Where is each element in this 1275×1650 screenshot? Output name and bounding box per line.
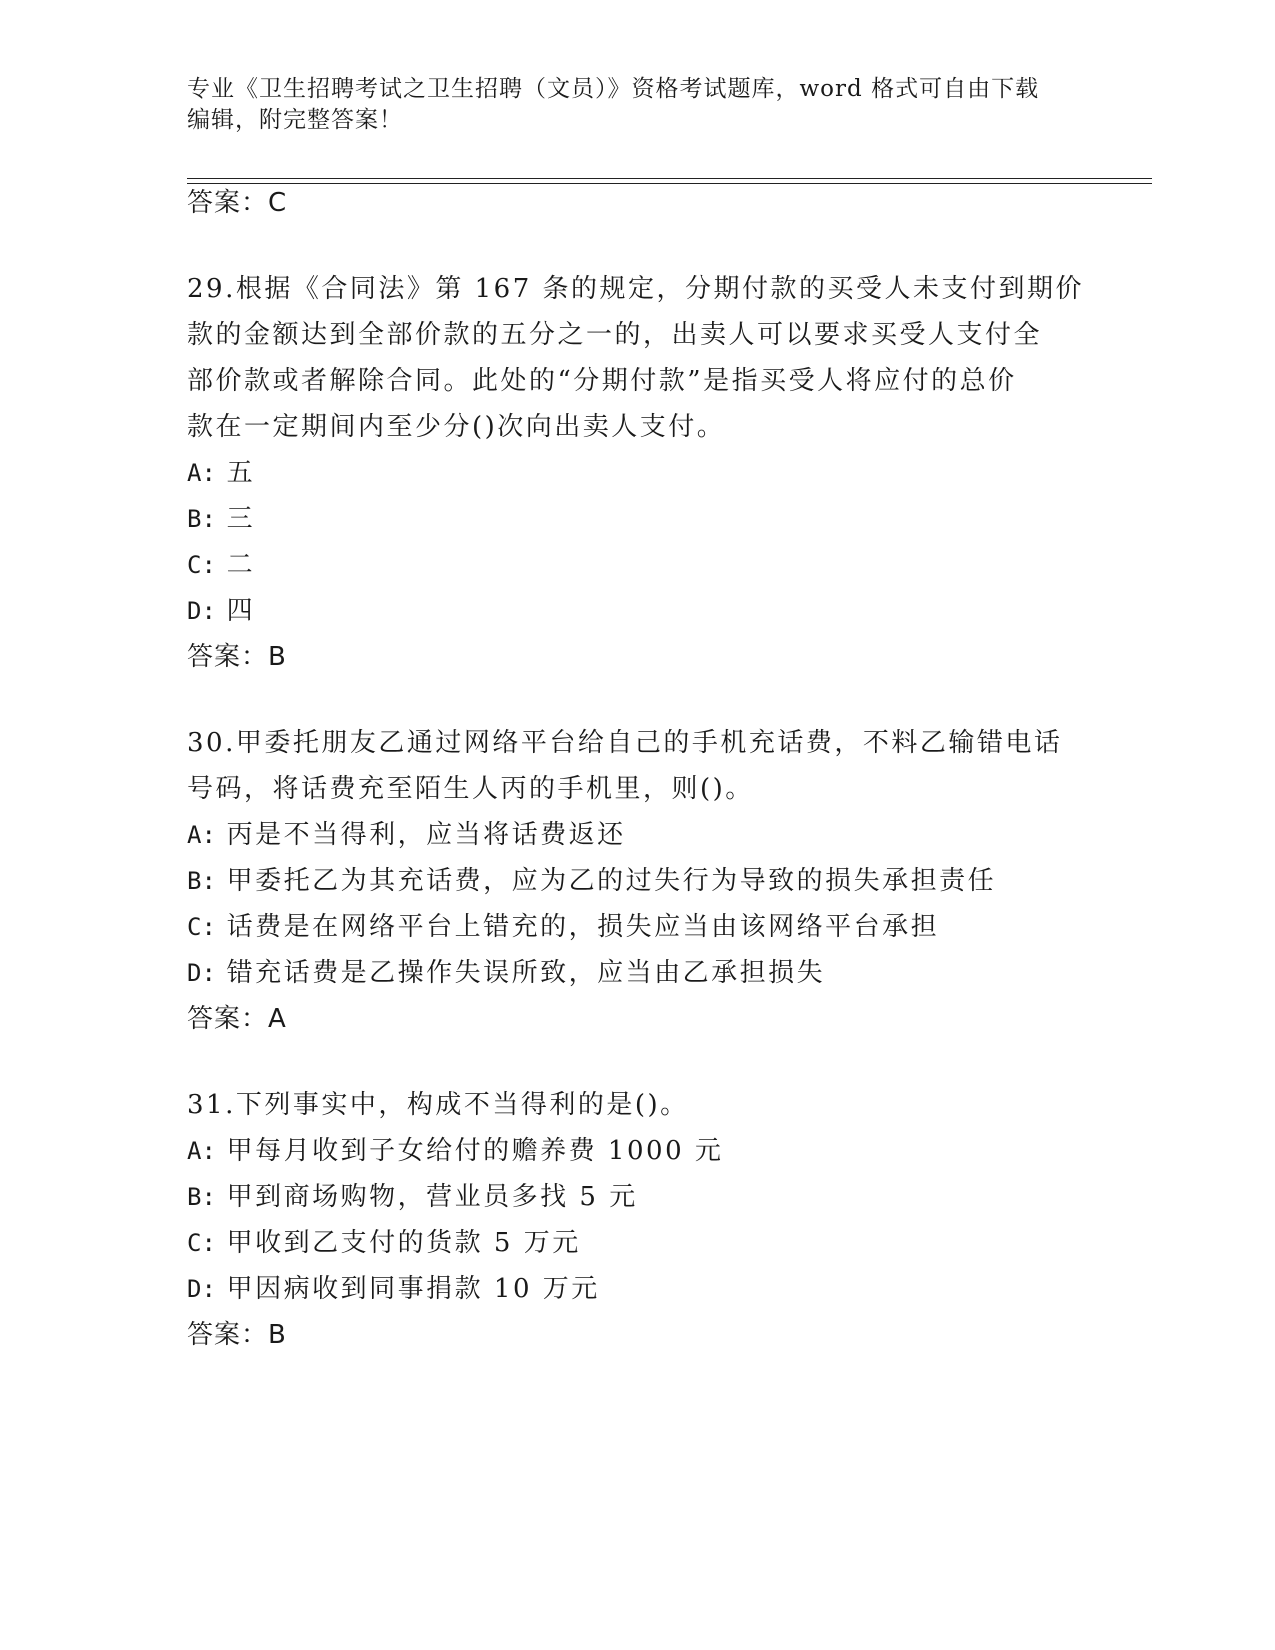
option-a [187, 1128, 1087, 1174]
option-c [187, 542, 1087, 588]
option-key: B: [187, 1183, 216, 1211]
option-key: B: [187, 505, 216, 533]
option-text: 二 [226, 550, 256, 580]
option-key: D: [187, 959, 216, 987]
option-text: 错充话费是乙操作失误所致，应当由乙承担损失 [226, 958, 826, 988]
answer-label: 答案：B [187, 642, 287, 672]
option-d [187, 1266, 1087, 1312]
answer-label: 答案：B [187, 1320, 287, 1350]
question-text-line: 号码，将话费充至陌生人丙的手机里，则()。 [187, 774, 754, 804]
option-text: 丙是不当得利，应当将话费返还 [226, 820, 626, 850]
question-30 [187, 720, 1087, 1042]
question-text-line: 款的金额达到全部价款的五分之一的，出卖人可以要求买受人支付全 [187, 320, 1043, 350]
answer-label: 答案：C [187, 188, 288, 218]
option-text: 四 [226, 596, 256, 626]
option-c [187, 1220, 1087, 1266]
option-b [187, 858, 1087, 904]
document-header [187, 74, 1087, 136]
option-key: A: [187, 821, 216, 849]
option-text: 话费是在网络平台上错充的，损失应当由该网络平台承担 [226, 912, 940, 942]
option-key: D: [187, 1275, 216, 1303]
option-key: A: [187, 459, 216, 487]
option-b [187, 1174, 1087, 1220]
option-text: 甲每月收到子女给付的赡养费 1000 元 [226, 1136, 724, 1166]
option-a [187, 450, 1087, 496]
question-29 [187, 266, 1087, 680]
question-text-line: 31.下列事实中，构成不当得利的是()。 [187, 1090, 689, 1120]
option-text: 五 [226, 458, 256, 488]
header-rule-top [187, 178, 1152, 179]
option-text: 甲因病收到同事捐款 10 万元 [226, 1274, 600, 1304]
option-d [187, 588, 1087, 634]
option-key: C: [187, 1229, 216, 1257]
option-text: 甲收到乙支付的货款 5 万元 [226, 1228, 581, 1258]
option-key: C: [187, 551, 216, 579]
question-text-line: 款在一定期间内至少分()次向出卖人支付。 [187, 412, 726, 442]
header-line-1: 专业《卫生招聘考试之卫生招聘（文员）》资格考试题库，word 格式可自由下载 [187, 76, 1040, 102]
question-text-line: 部价款或者解除合同。此处的“分期付款”是指买受人将应付的总价 [187, 366, 1017, 396]
header-line-2: 编辑，附完整答案！ [187, 107, 403, 133]
option-key: D: [187, 597, 216, 625]
question-31 [187, 1082, 1087, 1358]
option-key: C: [187, 913, 216, 941]
option-key: A: [187, 1137, 216, 1165]
option-text: 三 [226, 504, 256, 534]
option-d [187, 950, 1087, 996]
question-text-line: 30.甲委托朋友乙通过网络平台给自己的手机充话费，不料乙输错电话 [187, 728, 1063, 758]
option-text: 甲委托乙为其充话费，应为乙的过失行为导致的损失承担责任 [226, 866, 997, 896]
option-b [187, 496, 1087, 542]
option-text: 甲到商场购物，营业员多找 5 元 [226, 1182, 638, 1212]
answer-label: 答案：A [187, 1004, 287, 1034]
option-a [187, 812, 1087, 858]
option-c [187, 904, 1087, 950]
option-key: B: [187, 867, 216, 895]
previous-answer-block [187, 180, 1087, 226]
question-text-line: 29.根据《合同法》第 167 条的规定，分期付款的买受人未支付到期价 [187, 274, 1085, 304]
